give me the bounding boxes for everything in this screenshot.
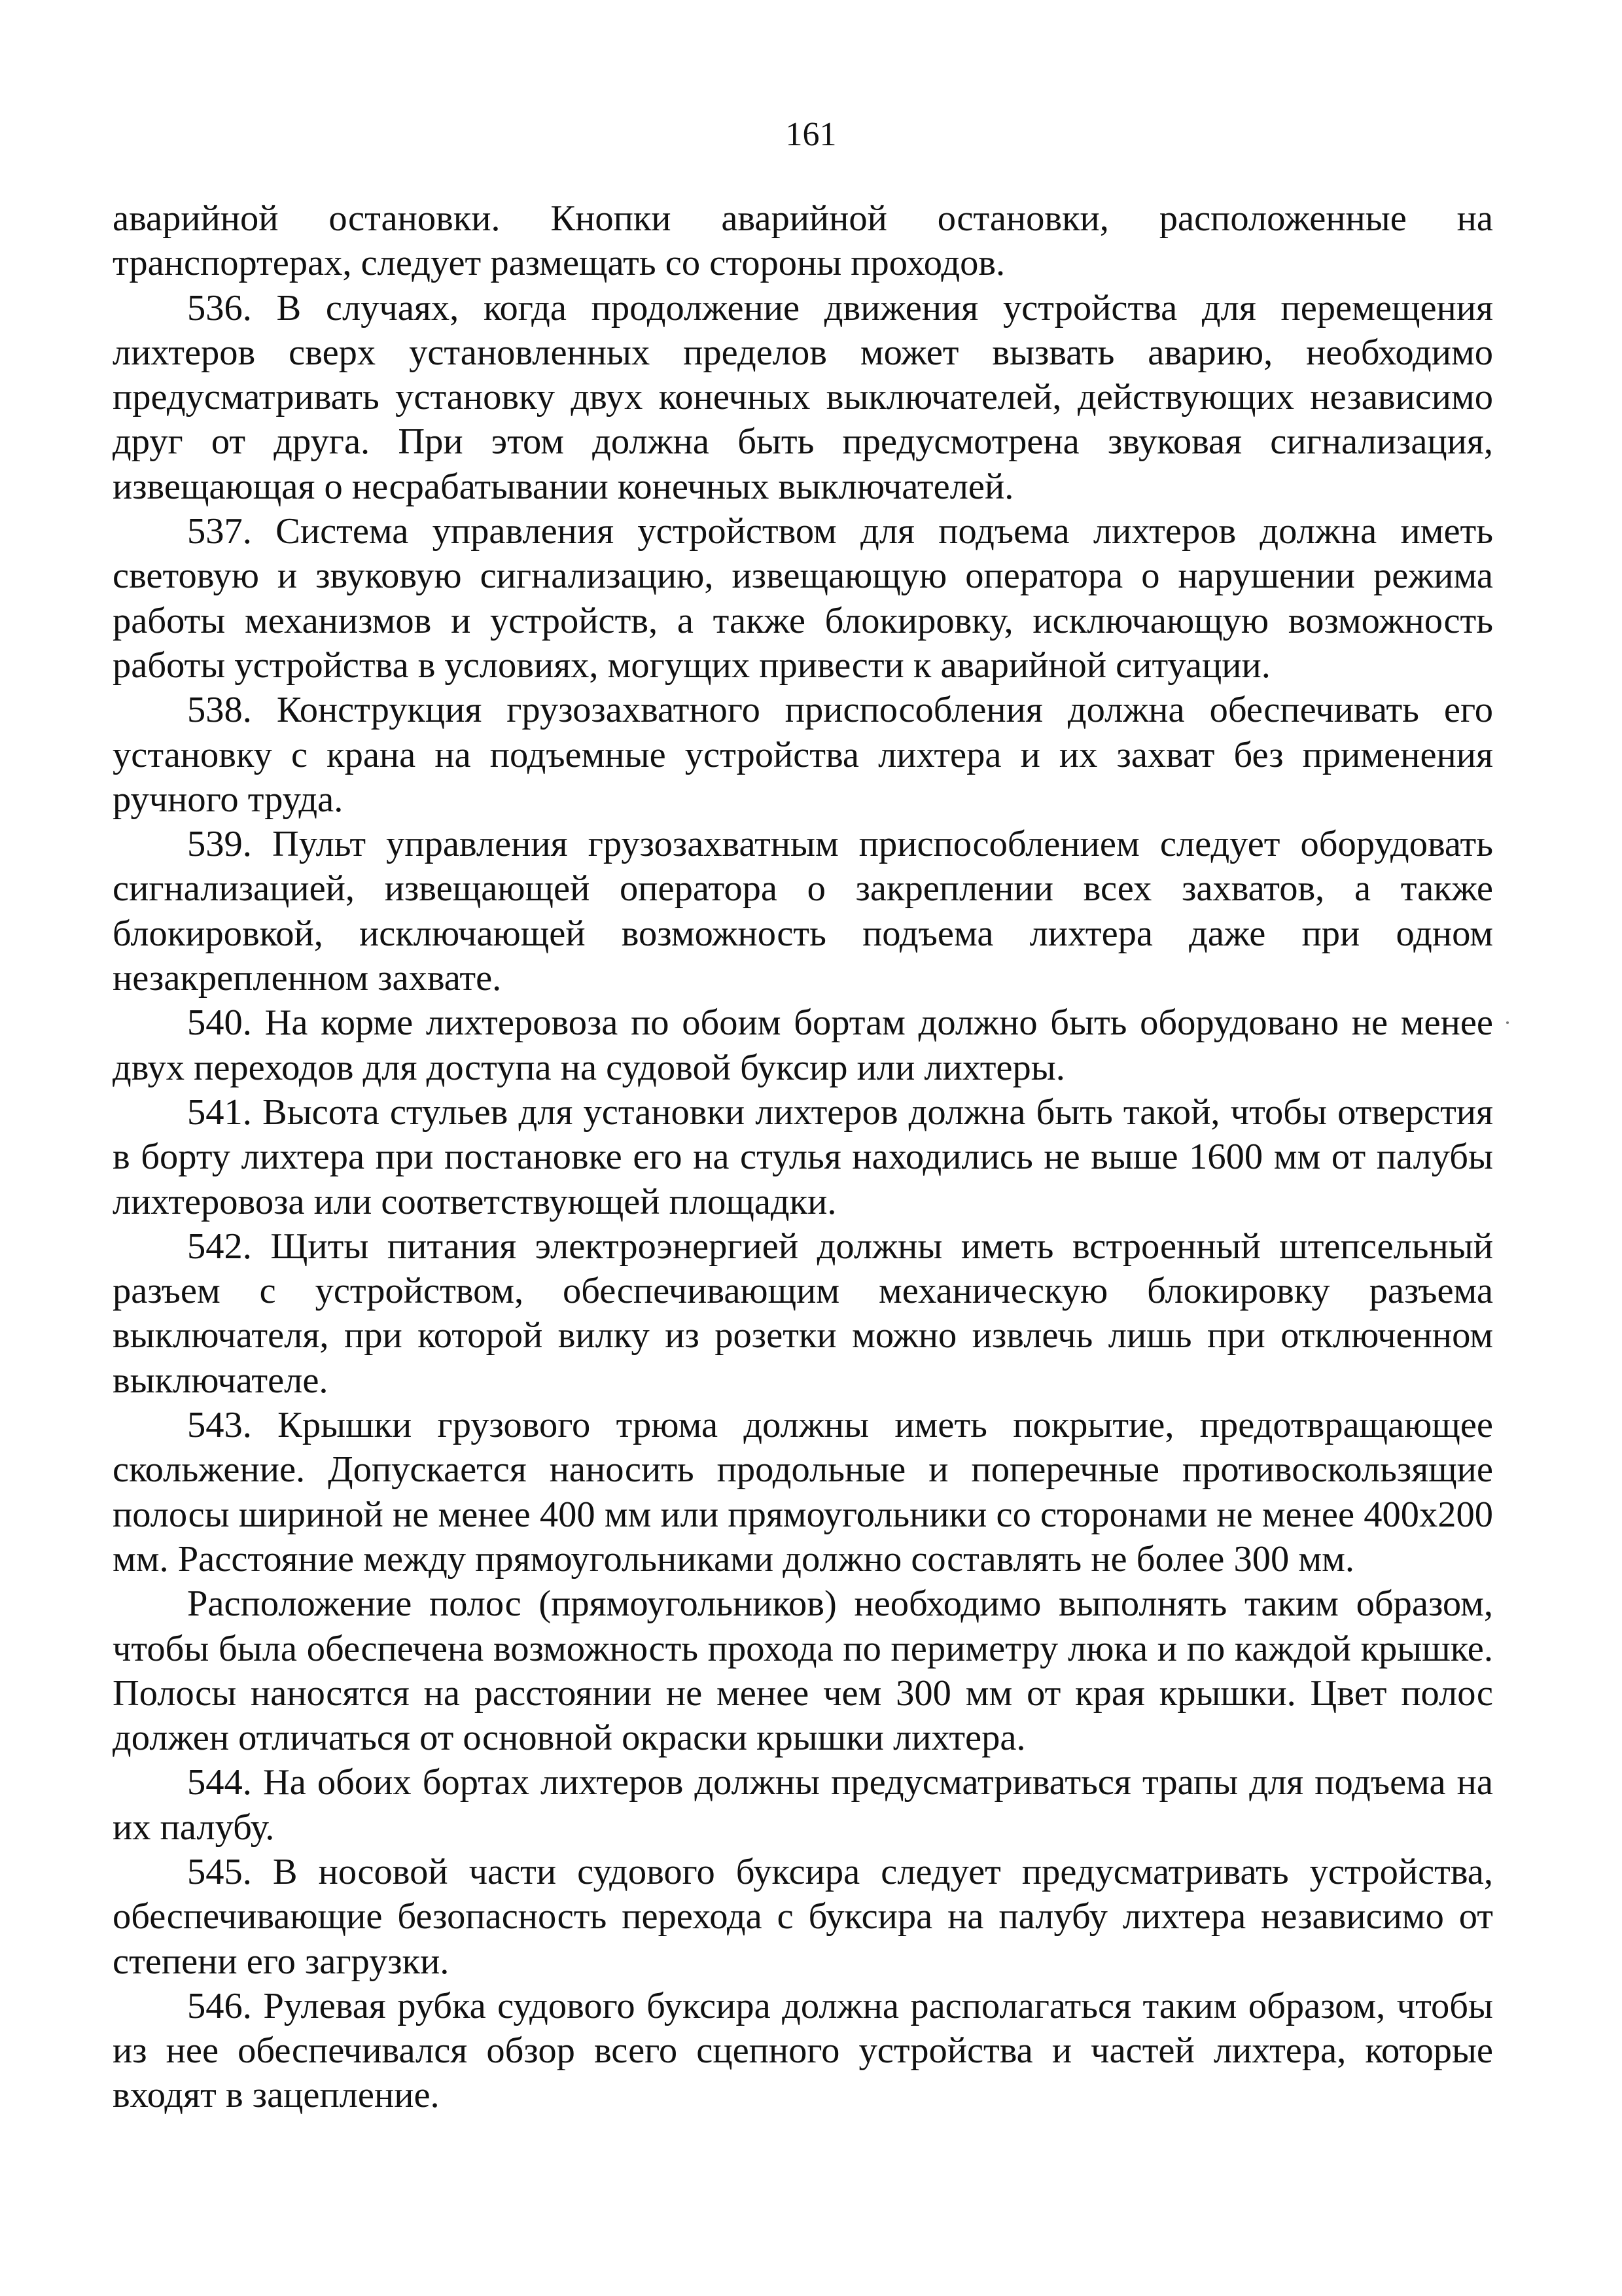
paragraph-538: 538. Конструкция грузозахватного приспособления должна обеспечивать его установку с крана на подъемные устройства лихтера и их захват без применения ручного труда. bbox=[113, 690, 1493, 820]
paragraph-540: 540. На корме лихтеровоза по обоим бортам должно быть оборудовано не менее двух переходов для доступа на судовой буксир или лихтеры. bbox=[113, 1002, 1493, 1088]
paragraph-545: 545. В носовой части судового буксира следует предусматривать устройства, обеспечивающие безопасность перехода с буксира на палубу лихтера независимо от степени его загрузки. bbox=[113, 1851, 1493, 1982]
paragraph-537: 537. Система управления устройством для подъема лихтеров должна иметь световую и звуковую сигнализацию, извещающую оператора о нарушении режима работы механизмов и устройств, а также блокировку, исключающую возможность работы устройства в условиях, могущих привести к аварийной ситуации. bbox=[113, 511, 1493, 686]
body-text bbox=[113, 196, 1493, 2118]
page-number: 161 bbox=[785, 116, 837, 153]
paragraph-541: 541. Высота стульев для установки лихтеров должна быть такой, чтобы отверстия в борту лихтера при постановке его на стулья находились не выше 1600 мм от палубы лихтеровоза или соответствующей площадки. bbox=[113, 1091, 1493, 1222]
paragraph-543: 543. Крышки грузового трюма должны иметь покрытие, предотвращающее скольжение. Допускается наносить продольные и поперечные противоскользящие полосы шириной не менее 400 мм или прямоугольники со сторонами не менее 400x200 мм. Расстояние между прямоугольниками должно составлять не более 300 мм. bbox=[113, 1405, 1493, 1580]
paragraph-543-continued: Расположение полос (прямоугольников) необходимо выполнять таким образом, чтобы была обеспечена возможность прохода по периметру люка и по каждой крышке. Полосы наносятся на расстоянии не менее чем 300 мм от края крышки. Цвет полос должен отличаться от основной окраски крышки лихтера. bbox=[113, 1583, 1493, 1759]
paragraph-542: 542. Щиты питания электроэнергией должны иметь встроенный штепсельный разъем с устройством, обеспечивающим механическую блокировку разъема выключателя, при которой вилку из розетки можно извлечь лишь при отключенном выключателе. bbox=[113, 1226, 1493, 1401]
paragraph-546: 546. Рулевая рубка судового буксира должна располагаться таким образом, чтобы из нее обеспечивался обзор всего сцепного устройства и частей лихтера, которые входят в зацепление. bbox=[113, 1985, 1493, 2116]
scan-speck bbox=[1506, 1021, 1509, 1024]
paragraph-536: 536. В случаях, когда продолжение движения устройства для перемещения лихтеров сверх установленных пределов может вызвать аварию, необходимо предусматривать установку двух конечных выключателей, действующих независимо друг от друга. При этом должна быть предусмотрена звуковая сигнализация, извещающая о несрабатывании конечных выключателей. bbox=[113, 287, 1493, 507]
paragraph-continuation: аварийной остановки. Кнопки аварийной остановки, расположенные на транспортерах, следует размещать со стороны проходов. bbox=[113, 198, 1493, 284]
paragraph-539: 539. Пульт управления грузозахватным приспособлением следует оборудовать сигнализацией, извещающей оператора о закреплении всех захватов, а также блокировкой, исключающей возможность подъема лихтера даже при одном незакрепленном захвате. bbox=[113, 824, 1493, 999]
paragraph-544: 544. На обоих бортах лихтеров должны предусматриваться трапы для подъема на их палубу. bbox=[113, 1762, 1493, 1848]
